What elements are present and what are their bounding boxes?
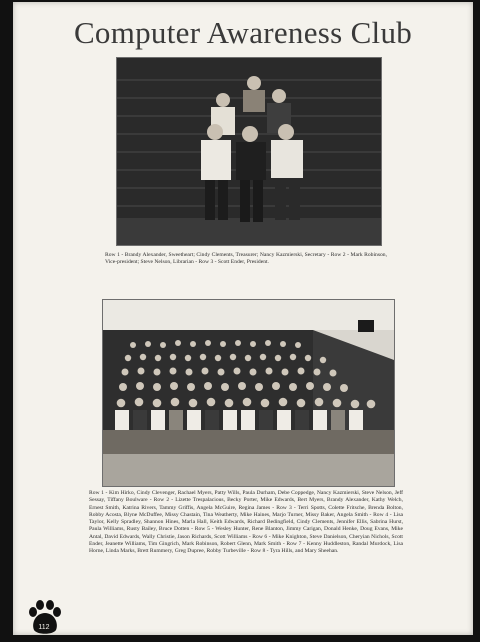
officers-photo	[116, 57, 382, 246]
officers-photo-image	[117, 58, 381, 245]
page-title: Computer Awareness Club	[73, 15, 413, 50]
members-caption: Row 1 - Kim Hirko, Cindy Clevenger, Rachael Myers, Patty Wills, Paula Durham, Debe Coppedge, Nancy Kazmierski, Steve Nelson, Jeff Sessay, Tiffany Boulware - Row 2 - Lizette Trespalacious, Becky Porter, Mike Edwards, Bert Myers, Brandy Alexander, Kathy Welch, Ernest Smith, Katrina Rivers, Tammy Griffis, Angela McGuire, Regina James - Row 3 - Terri Spotts, Colette Fritsche, Brenda Bolton, Robby Acosta, Blyne McDuffee, Missy Chastain, Tina Weatherty, Mike Haines, Marjo Turner, Missy Baker, Angela Smith - Row 4 - Lisa Taylor, Kelly Spradley, Shannon Hines, Marla Hall, Keith Edwards, Richard Bedingfield, Cindy Clements, Jennifer Ellis, Sabrina Hurst, Paula Williams, Rusty Bailey, Bruce Dotten - Row 5 - Wesley Hunter, Rene Blanton, Jimmy Carigan, Donald Henke, Doug Evans, Mike Antal, David Edwards, Wally Christie, Jason Richards, Scott Williams - Row 6 - Mike Knighton, Steve Danielson, Cheryian Nichols, Scott Ender, Jeanette Williams, Tim Gingrich, Mark Robinson, Robert Glenn, Mark Smith - Row 7 - Kenny Huddleston, Randal Murdock, Lisa Horne, Linda Marks, Brett Rummery, Greg Dupree, Robby Turbeville - Row 8 - Tyra Hills, and Mary Sheehan.	[89, 490, 403, 555]
yearbook-page	[13, 2, 473, 635]
officers-caption: Row 1 - Brandy Alexander, Sweetheart; Cindy Clements, Treasurer; Nancy Kazmierski, Secretary - Row 2 - Mark Robinson, Vice-president; Steve Nelson, Librarian - Row 3 - Scott Ender, President.	[105, 252, 387, 266]
members-photo	[102, 299, 395, 487]
members-photo-image	[103, 300, 394, 486]
page-number: 112	[38, 624, 50, 631]
